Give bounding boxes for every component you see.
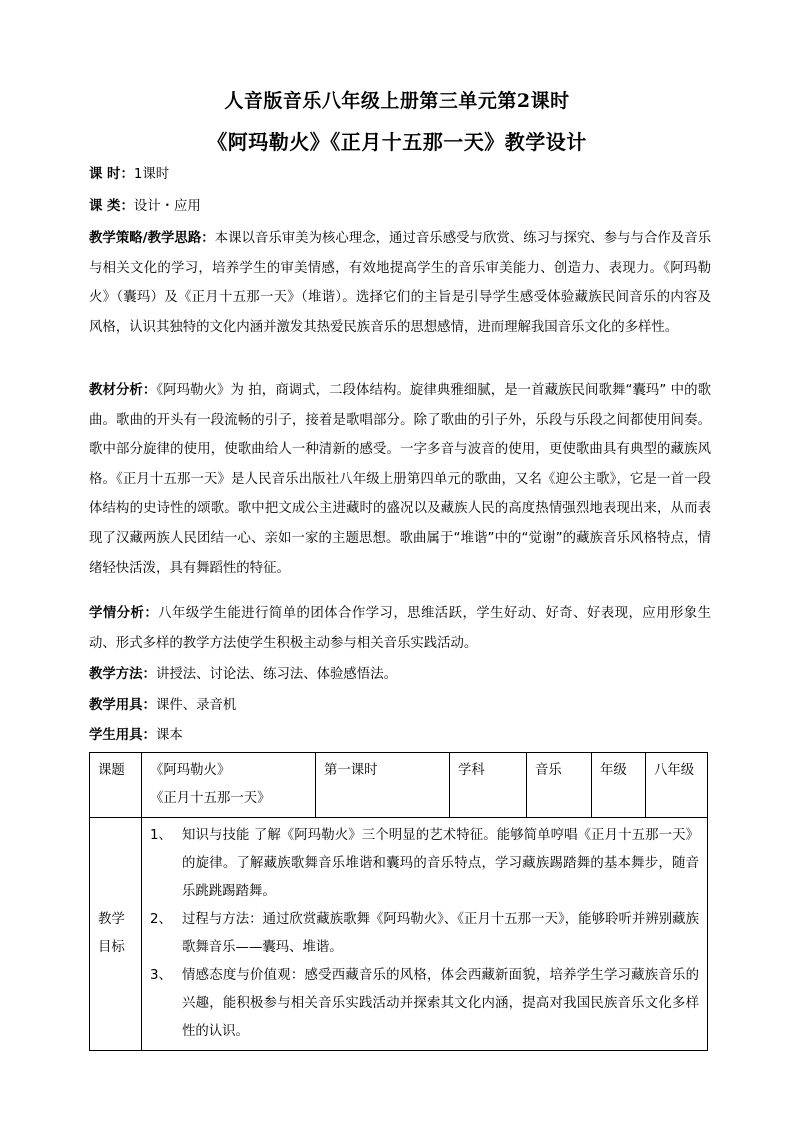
goal-text: 情感态度与价值观：感受西藏音乐的风格，体会西藏新面貌，培养学生学习藏族音乐的兴趣，能积极参与相关音乐实践活动并探索其文化内涵，提高对我国民族音乐文化多样性的认识。 (182, 968, 699, 1039)
table-row (90, 818, 708, 1051)
table-row (90, 753, 708, 818)
goal-text: 过程与方法：通过欣赏藏族歌舞《阿玛勒火》、《正月十五那一天》，能够聆听并辨别藏族歌舞音乐——囊玛、堆谐。 (182, 912, 699, 955)
cell-goals-label (90, 818, 142, 1051)
document-title: 人音版音乐八年级上册第三单元第2课时 (224, 90, 570, 112)
cell-topic-label: 课题 (90, 753, 142, 818)
field-label: 课 类： (89, 199, 134, 214)
field-class-hours (89, 160, 711, 190)
goal-number: 3、 (150, 968, 172, 983)
cell-subject-value: 音乐 (527, 753, 592, 818)
section-material-analysis (89, 376, 711, 583)
cell-subject-label: 学科 (450, 753, 527, 818)
goals-label-line2: 目标 (98, 940, 125, 955)
section-label: 教学用具： (89, 698, 156, 713)
section-text: 《阿玛勒火》为 拍，商调式，二段体结构。旋律典雅细腻，是一首藏族民间歌舞“囊玛” 中的歌曲。歌曲的开头有一段流畅的引子，接着是歌唱部分。除了歌曲的引子外，乐段与乐段之间都使用间奏。歌中部分旋律的使用，使歌曲给人一种清新的感受。一字多音与波音的使用，更使歌曲具有典型的藏族风格。《正月十五那一天》是人民音乐出版社八年级上册第四单元的歌曲，又名《迎公主歌》，它是一首一段体结构的史诗性的颂歌。歌中把文成公主进藏时的盛况以及藏族人民的高度热情强烈地表现出来，从而表现了汉藏两族人民团结一心、亲如一家的主题思想。歌曲属于“堆谐”中的“觉谢”的藏族音乐风格特点，情绪轻快活泼，具有舞蹈性的特征。 (89, 383, 712, 576)
goal-text: 知识与技能 了解《阿玛勒火》三个明显的艺术特征。能够简单哼唱《正月十五那一天》的旋律。了解藏族歌舞音乐堆谐和囊玛的音乐特点，学习藏族踢踏舞的基本舞步，随音乐跳跳踢踏舞。 (182, 828, 699, 899)
cell-lesson-number: 第一课时 (316, 753, 450, 818)
goal-number: 2、 (150, 912, 172, 927)
goals-list (150, 822, 699, 1046)
cell-goals (142, 818, 708, 1051)
topic-song-1: 《阿玛勒火》 (150, 763, 231, 778)
section-text: 课件、录音机 (155, 698, 237, 713)
cell-grade-value: 八年级 (646, 753, 708, 818)
section-label: 学生用具： (89, 728, 156, 743)
section-text: 课本 (155, 728, 183, 743)
goals-label-line1: 教学 (98, 912, 125, 927)
section-teaching-method (89, 660, 711, 690)
document-subtitle: 《阿玛勒火》《正月十五那一天》教学设计 (207, 130, 587, 154)
section-label: 教学策略/教学思路： (89, 231, 215, 246)
field-class-type (89, 192, 711, 222)
section-text: 本课以音乐审美为核心理念，通过音乐感受与欣赏、练习与探究、参与与合作及音乐与相关文化的学习，培养学生的审美情感，有效地提高学生的音乐审美能力、创造力、表现力。《阿玛勒火》（囊玛）及《正月十五那一天》（堆谐）。选择它们的主旨是引导学生感受体验藏族民间音乐的内容及风格，认识其独特的文化内涵并激发其热爱民族音乐的思想感情，进而理解我国音乐文化的多样性。 (89, 231, 711, 335)
goal-number: 1、 (150, 828, 172, 843)
section-student-tools (89, 721, 711, 751)
section-label: 教材分析： (89, 383, 157, 398)
section-strategy (89, 224, 711, 342)
section-student-analysis (89, 599, 711, 658)
field-value: 设计・应用 (133, 199, 201, 214)
list-item (150, 822, 699, 906)
section-text: 讲授法、讨论法、练习法、体验感悟法。 (155, 667, 397, 682)
section-label: 教学方法： (89, 667, 156, 682)
section-teaching-tools (89, 691, 711, 721)
cell-topic-value (142, 753, 316, 818)
section-text: 八年级学生能进行简单的团体合作学习，思维活跃，学生好动、好奇、好表现，应用形象生动、形式多样的教学方法使学生积极主动参与相关音乐实践活动。 (89, 606, 712, 651)
section-label: 学情分析： (89, 606, 159, 621)
lesson-table (89, 752, 708, 1051)
cell-grade-label: 年级 (592, 753, 646, 818)
field-value: 1课时 (133, 167, 170, 182)
list-item (150, 962, 699, 1046)
field-label: 课 时： (89, 167, 134, 182)
list-item (150, 906, 699, 962)
topic-song-2: 《正月十五那一天》 (150, 791, 271, 806)
